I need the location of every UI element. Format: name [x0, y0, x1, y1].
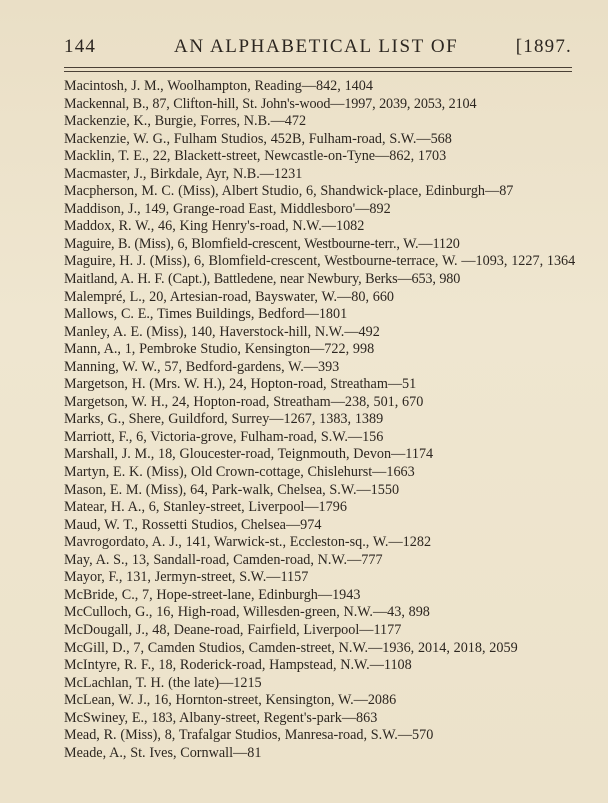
list-entry: Manley, A. E. (Miss), 140, Haverstock-hill, N.W.—492 [64, 323, 380, 340]
list-entry: Marriott, F., 6, Victoria-grove, Fulham-road, S.W.—156 [64, 428, 384, 445]
list-entry: McIntyre, R. F., 18, Roderick-road, Hampstead, N.W.—1108 [64, 657, 412, 674]
list-entry: Martyn, E. K. (Miss), Old Crown-cottage, Chislehurst—1663 [64, 464, 415, 481]
list-entry: Maguire, B. (Miss), 6, Blomfield-crescent, Westbourne-terr., W.—1120 [64, 235, 460, 252]
list-entry: McGill, D., 7, Camden Studios, Camden-street, N.W.—1936, 2014, 2018, 2059 [64, 639, 518, 656]
list-entry: Meade, A., St. Ives, Cornwall—81 [64, 744, 262, 761]
list-entry: Marks, G., Shere, Guildford, Surrey—1267, 1383, 1389 [64, 411, 384, 428]
list-entry: Maitland, A. H. F. (Capt.), Battledene, near Newbury, Berks—653, 980 [64, 271, 461, 288]
list-entry: Mackenzie, K., Burgie, Forres, N.B.—472 [64, 113, 307, 130]
list-entry: Malempré, L., 20, Artesian-road, Bayswater, W.—80, 660 [64, 288, 395, 305]
list-entry: McSwiney, E., 183, Albany-street, Regent's-park—863 [64, 709, 378, 726]
list-entry: Maddison, J., 149, Grange-road East, Middlesboro'—892 [64, 200, 391, 217]
list-entry: Mallows, C. E., Times Buildings, Bedford—1801 [64, 306, 348, 323]
list-entry: Mackenzie, W. G., Fulham Studios, 452B, Fulham-road, S.W.—568 [64, 130, 452, 147]
list-entry: Maddox, R. W., 46, King Henry's-road, N.W.—1082 [64, 218, 365, 235]
list-entry: Maud, W. T., Rossetti Studios, Chelsea—974 [64, 516, 322, 533]
header-rule-thin [64, 67, 572, 68]
list-entry: Macmaster, J., Birkdale, Ayr, N.B.—1231 [64, 165, 303, 182]
list-entry: McCulloch, G., 16, High-road, Willesden-green, N.W.—43, 898 [64, 604, 430, 621]
page-number: 144 [64, 36, 97, 57]
running-title: AN ALPHABETICAL LIST OF [174, 36, 459, 57]
list-entry: Mackennal, B., 87, Clifton-hill, St. John's-wood—1997, 2039, 2053, 2104 [64, 95, 477, 112]
list-entry: McLean, W. J., 16, Hornton-street, Kensington, W.—2086 [64, 692, 397, 709]
list-entry: McDougall, J., 48, Deane-road, Fairfield, Liverpool—1177 [64, 621, 402, 638]
list-entry: Manning, W. W., 57, Bedford-gardens, W.—393 [64, 358, 340, 375]
list-entry: Mayor, F., 131, Jermyn-street, S.W.—1157 [64, 569, 309, 586]
list-entry: McLachlan, T. H. (the late)—1215 [64, 674, 262, 691]
list-entry: Mavrogordato, A. J., 141, Warwick-st., Eccleston-sq., W.—1282 [64, 534, 432, 551]
list-entry: Margetson, W. H., 24, Hopton-road, Streatham—238, 501, 670 [64, 393, 424, 410]
page-header [64, 36, 572, 60]
list-entry: Mead, R. (Miss), 8, Trafalgar Studios, Manresa-road, S.W.—570 [64, 727, 434, 744]
list-entry: Macklin, T. E., 22, Blackett-street, Newcastle-on-Tyne—862, 1703 [64, 148, 447, 165]
list-entry: May, A. S., 13, Sandall-road, Camden-road, N.W.—777 [64, 551, 383, 568]
list-entry: Maguire, H. J. (Miss), 6, Blomfield-crescent, Westbourne-terrace, W. —1093, 1227, 1364 [64, 253, 576, 270]
list-entry: Mann, A., 1, Pembroke Studio, Kensington—722, 998 [64, 341, 375, 358]
list-entry: Mason, E. M. (Miss), 64, Park-walk, Chelsea, S.W.—1550 [64, 481, 400, 498]
header-year: [1897. [515, 36, 572, 57]
entry-list [64, 78, 576, 762]
list-entry: Margetson, H. (Mrs. W. H.), 24, Hopton-road, Streatham—51 [64, 376, 417, 393]
list-entry: Marshall, J. M., 18, Gloucester-road, Teignmouth, Devon—1174 [64, 446, 434, 463]
list-entry: McBride, C., 7, Hope-street-lane, Edinburgh—1943 [64, 586, 361, 603]
list-entry: Macintosh, J. M., Woolhampton, Reading—842, 1404 [64, 78, 373, 94]
header-rule-thick [64, 71, 572, 72]
list-entry: Matear, H. A., 6, Stanley-street, Liverpool—1796 [64, 499, 347, 516]
list-entry: Macpherson, M. C. (Miss), Albert Studio, 6, Shandwick-place, Edinburgh—87 [64, 183, 514, 200]
